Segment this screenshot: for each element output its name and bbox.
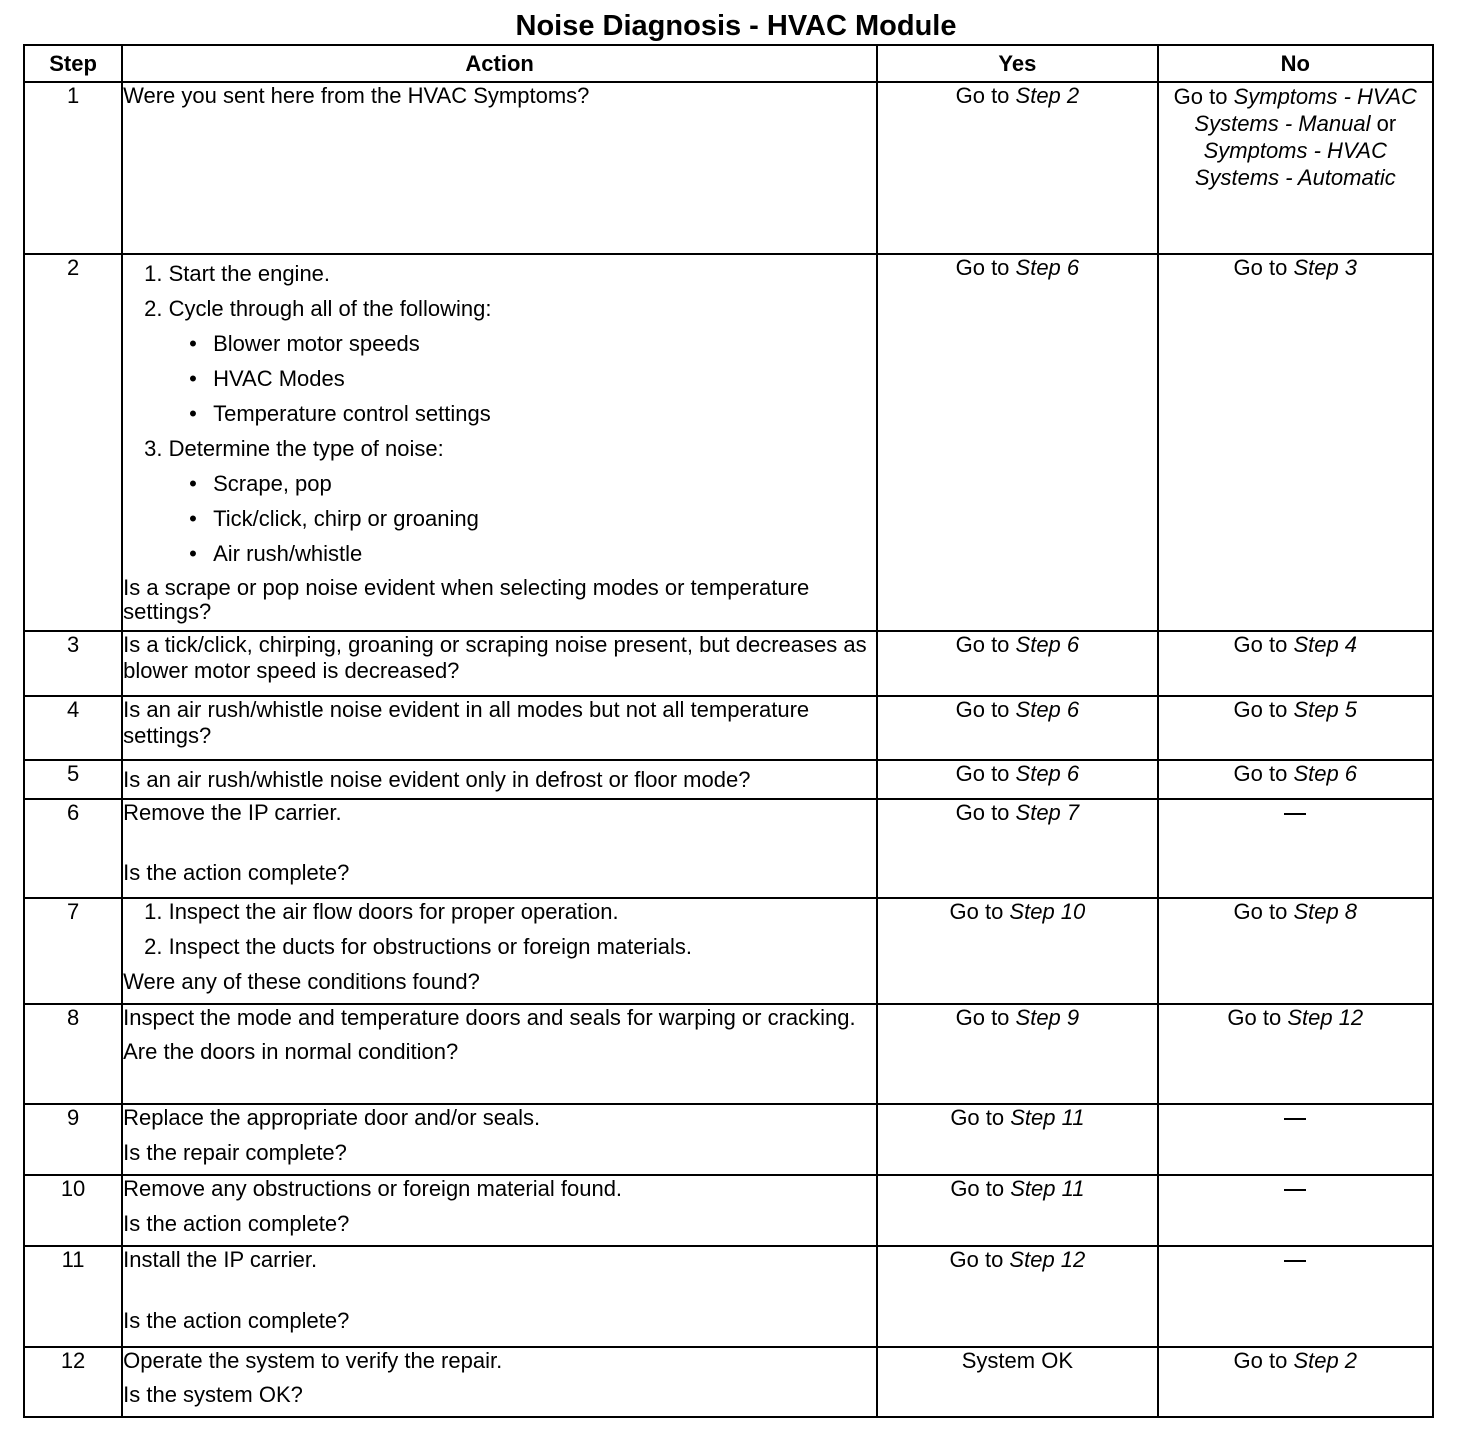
step-number: 3 xyxy=(24,631,122,696)
yes-cell xyxy=(877,82,1157,254)
no-prefix: Go to xyxy=(1233,632,1294,657)
no-step-link[interactable]: Step 2 xyxy=(1293,1348,1358,1373)
yes-prefix: Go to xyxy=(955,255,1016,280)
yes-prefix: Go to xyxy=(955,761,1016,786)
no-cell xyxy=(1158,1246,1433,1347)
table-row xyxy=(24,631,1433,696)
question-text: Were any of these conditions found? xyxy=(123,969,480,994)
no-prefix: Go to xyxy=(1173,84,1234,109)
list-item: • Scrape, pop xyxy=(123,471,876,497)
table-row xyxy=(24,1175,1433,1246)
yes-step-link[interactable]: Step 6 xyxy=(1015,697,1080,722)
question-text: Is the repair complete? xyxy=(123,1140,347,1165)
question-text: Is an air rush/whistle noise evident only in defrost or floor mode? xyxy=(123,766,751,792)
no-cell xyxy=(1158,1004,1433,1104)
action-cell xyxy=(122,760,877,799)
yes-prefix: Go to xyxy=(955,800,1016,825)
question-text: Are the doors in normal condition? xyxy=(123,1039,459,1064)
yes-step-link[interactable]: Step 7 xyxy=(1015,800,1080,825)
table-row xyxy=(24,254,1433,631)
question-text: Is the system OK? xyxy=(123,1382,303,1407)
no-prefix: Go to xyxy=(1227,1005,1288,1030)
table-row xyxy=(24,696,1433,760)
question-text: Is a scrape or pop noise evident when selecting modes or temperature settings? xyxy=(123,575,810,624)
header-row xyxy=(24,45,1433,82)
step-number: 1 xyxy=(24,82,122,254)
no-symptoms-manual-link[interactable]: Symptoms - HVAC Systems - Manual xyxy=(1194,84,1417,136)
yes-cell xyxy=(877,1246,1157,1347)
list-item: 3. Determine the type of noise: xyxy=(144,436,444,461)
no-symptoms-automatic-link[interactable]: Symptoms - HVAC Systems - Automatic xyxy=(1194,138,1396,190)
yes-prefix: Go to xyxy=(955,1005,1016,1030)
yes-step-link[interactable]: Step 6 xyxy=(1015,632,1080,657)
yes-cell xyxy=(877,1104,1157,1175)
step-number: 10 xyxy=(24,1175,122,1246)
no-cell xyxy=(1158,631,1433,696)
list-item: • Air rush/whistle xyxy=(123,541,876,567)
yes-cell xyxy=(877,1347,1157,1417)
header-no: No xyxy=(1158,45,1433,82)
no-cell xyxy=(1158,760,1433,799)
yes-step-link[interactable]: Step 11 xyxy=(1010,1176,1085,1201)
yes-cell xyxy=(877,799,1157,898)
question-text: Is the action complete? xyxy=(123,1211,350,1236)
no-prefix: Go to xyxy=(1233,761,1294,786)
action-cell xyxy=(122,1104,877,1175)
action-cell xyxy=(122,254,877,631)
no-cell xyxy=(1158,82,1433,254)
yes-cell xyxy=(877,696,1157,760)
yes-cell xyxy=(877,1175,1157,1246)
step-number: 12 xyxy=(24,1347,122,1417)
instruction-text: Remove any obstructions or foreign material found. xyxy=(123,1176,623,1201)
step-number: 2 xyxy=(24,254,122,631)
no-dash xyxy=(1284,1189,1306,1191)
no-prefix: Go to xyxy=(1233,899,1294,924)
instruction-text: Inspect the mode and temperature doors and seals for warping or cracking. xyxy=(123,1005,856,1030)
table-row xyxy=(24,1246,1433,1347)
yes-prefix: Go to xyxy=(955,632,1016,657)
question-text: Is a tick/click, chirping, groaning or scraping noise present, but decreases as blower motor speed is decreased? xyxy=(123,632,867,683)
no-step-link[interactable]: Step 6 xyxy=(1293,761,1358,786)
instruction-text: Remove the IP carrier. xyxy=(123,800,342,825)
action-cell xyxy=(122,1175,877,1246)
no-dash xyxy=(1284,813,1306,815)
yes-cell xyxy=(877,1004,1157,1104)
yes-prefix: Go to xyxy=(949,1247,1010,1272)
diagnosis-table xyxy=(23,44,1434,1418)
no-cell xyxy=(1158,696,1433,760)
step-number: 8 xyxy=(24,1004,122,1104)
list-item: • HVAC Modes xyxy=(123,366,876,392)
no-cell xyxy=(1158,1104,1433,1175)
list-item: • Tick/click, chirp or groaning xyxy=(123,506,876,532)
no-cell xyxy=(1158,254,1433,631)
yes-prefix: Go to xyxy=(955,697,1016,722)
header-action: Action xyxy=(122,45,877,82)
yes-cell xyxy=(877,254,1157,631)
list-item: • Blower motor speeds xyxy=(123,331,876,357)
action-cell xyxy=(122,799,877,898)
yes-cell xyxy=(877,631,1157,696)
no-step-link[interactable]: Step 3 xyxy=(1293,255,1358,280)
instruction-text: Operate the system to verify the repair. xyxy=(123,1348,503,1373)
page-title: Noise Diagnosis - HVAC Module xyxy=(515,10,957,42)
no-step-link[interactable]: Step 4 xyxy=(1293,632,1358,657)
yes-prefix: Go to xyxy=(949,899,1010,924)
action-cell xyxy=(122,631,877,696)
yes-cell xyxy=(877,898,1157,1004)
no-or-text: or xyxy=(1370,111,1397,136)
no-cell xyxy=(1158,1175,1433,1246)
step-number: 11 xyxy=(24,1246,122,1347)
question-text: Is the action complete? xyxy=(123,1308,350,1333)
yes-step-link[interactable]: Step 6 xyxy=(1015,255,1080,280)
table-row xyxy=(24,82,1433,254)
step-number: 7 xyxy=(24,898,122,1004)
list-item: 1. Start the engine. xyxy=(144,261,331,286)
no-prefix: Go to xyxy=(1233,255,1294,280)
list-item: 2. Inspect the ducts for obstructions or foreign materials. xyxy=(144,934,692,959)
step-number: 5 xyxy=(24,760,122,799)
header-yes: Yes xyxy=(877,45,1157,82)
yes-step-link[interactable]: Step 9 xyxy=(1015,1005,1080,1030)
yes-prefix: Go to xyxy=(955,83,1016,108)
action-cell xyxy=(122,1004,877,1104)
yes-prefix: Go to xyxy=(950,1176,1011,1201)
no-step-link[interactable]: Step 5 xyxy=(1293,697,1358,722)
yes-system-ok: System OK xyxy=(961,1348,1073,1373)
yes-step-link[interactable]: Step 11 xyxy=(1010,1105,1085,1130)
action-cell xyxy=(122,898,877,1004)
no-prefix: Go to xyxy=(1233,1348,1294,1373)
yes-step-link[interactable]: Step 2 xyxy=(1015,83,1080,108)
list-item: 1. Inspect the air flow doors for proper operation. xyxy=(144,899,619,924)
list-item: • Temperature control settings xyxy=(123,401,876,427)
no-step-link[interactable]: Step 12 xyxy=(1287,1005,1364,1030)
table-row xyxy=(24,799,1433,898)
action-cell xyxy=(122,696,877,760)
step-number: 9 xyxy=(24,1104,122,1175)
action-text: Were you sent here from the HVAC Symptoms? xyxy=(123,83,590,108)
question-text: Is an air rush/whistle noise evident in all modes but not all temperature settings? xyxy=(123,697,810,748)
table-row xyxy=(24,1004,1433,1104)
yes-step-link[interactable]: Step 10 xyxy=(1009,899,1086,924)
no-cell xyxy=(1158,898,1433,1004)
action-cell xyxy=(122,82,877,254)
header-step: Step xyxy=(24,45,122,82)
no-step-link[interactable]: Step 8 xyxy=(1293,899,1358,924)
table-row xyxy=(24,898,1433,1004)
yes-step-link[interactable]: Step 12 xyxy=(1009,1247,1086,1272)
table-row xyxy=(24,1347,1433,1417)
table-row xyxy=(24,1104,1433,1175)
action-cell xyxy=(122,1246,877,1347)
yes-prefix: Go to xyxy=(950,1105,1011,1130)
no-prefix: Go to xyxy=(1233,697,1294,722)
instruction-text: Replace the appropriate door and/or seals. xyxy=(123,1105,541,1130)
no-dash xyxy=(1284,1118,1306,1120)
action-cell xyxy=(122,1347,877,1417)
question-text: Is the action complete? xyxy=(123,860,350,885)
yes-step-link[interactable]: Step 6 xyxy=(1015,761,1080,786)
step-number: 6 xyxy=(24,799,122,898)
no-cell xyxy=(1158,1347,1433,1417)
table-row xyxy=(24,760,1433,799)
step-number: 4 xyxy=(24,696,122,760)
list-item: 2. Cycle through all of the following: xyxy=(144,296,492,321)
instruction-text: Install the IP carrier. xyxy=(123,1247,318,1272)
yes-cell xyxy=(877,760,1157,799)
no-dash xyxy=(1284,1260,1306,1262)
no-cell xyxy=(1158,799,1433,898)
